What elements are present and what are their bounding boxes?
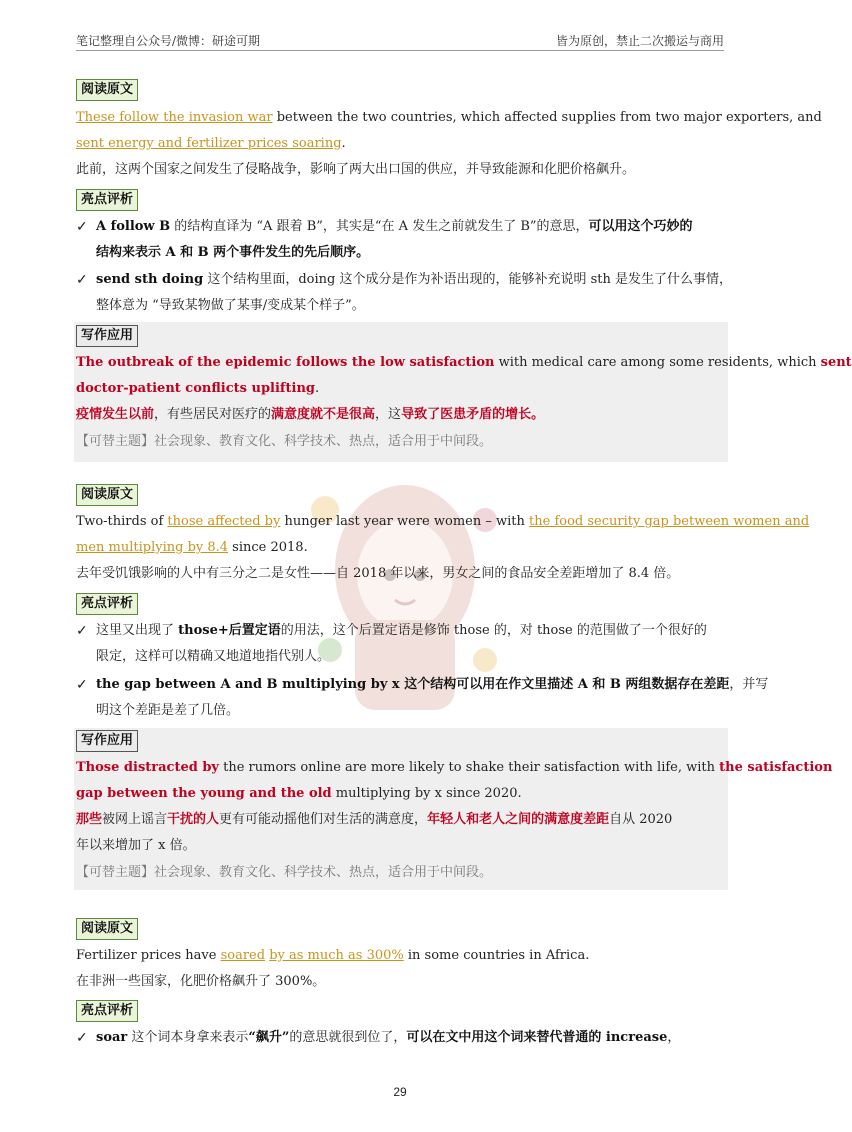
s1-comment-bold: 可以用这个巧妙的 [588, 219, 693, 234]
s1-writing-text: ，有些居民对医疗的 [154, 407, 272, 422]
s2-highlight: those affected by [167, 514, 281, 529]
s2-comment-1-line-1 [96, 621, 726, 641]
s1-comment-bold: A follow B [96, 219, 171, 234]
s1-comment-text: 这个结构里面，doing 这个成分是作为补语出现的，能够补充说明 sth 是发生了什么事情， [203, 272, 733, 287]
s3-text: Fertilizer prices have [76, 948, 221, 963]
s3-english-line-1 [76, 946, 726, 966]
highlight-comment-label-2: 亮点评析 [76, 593, 138, 615]
s1-writing-chinese [76, 405, 726, 425]
s2-comment-text: ，并写 [729, 677, 769, 692]
s1-writing-line-1 [76, 353, 852, 373]
s2-comment-2-line-2: 明这个差距是差了几倍。 [96, 703, 240, 718]
page-number: 29 [393, 1085, 407, 1099]
s1-comment-text: 的结构直译为 “A 跟着 B”，其实是“在 A 发生之前就发生了 B”的意思， [170, 219, 589, 234]
s2-writing-line-1 [76, 758, 833, 778]
s2-writing-text: 更有可能动摇他们对生活的满意度， [219, 812, 428, 827]
s1-comment-2-line-2: 整体意为 “导致某物做了某事/变成某个样子”。 [96, 298, 365, 313]
s1-comment-bold: send sth doing [96, 272, 204, 287]
s2-writing-red: 干扰的人 [167, 812, 220, 827]
s2-chinese-translation: 去年受饥饿影响的人中有三分之二是女性——自 2018 年以来，男女之间的食品安全差距增加了 8.4 倍。 [76, 566, 680, 581]
header-left-text: 笔记整理自公众号/微博：研途可期 [76, 34, 261, 48]
s1-writing-line-2 [76, 379, 726, 399]
s3-comment-bold: “飙升” [248, 1030, 290, 1045]
page-header [76, 32, 724, 51]
s2-comment-text: 的用法，这个后置定语是修饰 those 的，对 those 的范围做了一个很好的 [280, 623, 707, 638]
header-right-text: 皆为原创，禁止二次搬运与商用 [555, 34, 724, 48]
s2-writing-text: multiplying by x since 2020. [331, 786, 522, 801]
s1-writing-red: The outbreak of the epidemic follows the low satisfaction [76, 355, 495, 370]
s1-english-line-1 [76, 108, 822, 128]
s2-comment-1-line-2: 限定，这样可以精确又地道地指代别人。 [96, 649, 331, 664]
s2-comment-2-line-1 [96, 675, 769, 695]
s2-english-line-2 [76, 538, 726, 558]
s2-writing-chinese-line-2: 年以来增加了 x 倍。 [76, 838, 196, 853]
s1-writing-red: 疫情发生以前 [76, 407, 155, 422]
s3-comment-text: 这个词本身拿来表示 [127, 1030, 249, 1045]
check-icon: ✓ [76, 677, 88, 693]
highlight-comment-label-3: 亮点评析 [76, 1000, 138, 1022]
s2-writing-red: 年轻人和老人之间的满意度差距 [427, 812, 610, 827]
s1-writing-red: 导致了医患矛盾的增长。 [401, 407, 545, 422]
s1-writing-text: ，这 [375, 407, 402, 422]
s3-comment-bold: 可以在文中用这个词来替代普通的 increase [406, 1030, 668, 1045]
check-icon: ✓ [76, 272, 88, 288]
s2-writing-text: 被网上谣言 [102, 812, 168, 827]
s3-highlight: soared [220, 948, 266, 963]
s2-alternative-themes: 【可替主题】社会现象、教育文化、科学技术、热点，适合用于中间段。 [76, 865, 493, 880]
s1-chinese-translation: 此前，这两个国家之间发生了侵略战争，影响了两大出口国的供应，并导致能源和化肥价格飙升。 [76, 162, 636, 177]
writing-application-label-1: 写作应用 [76, 325, 138, 347]
s2-text: since 2018. [228, 540, 308, 555]
s1-text: . [341, 136, 346, 151]
s1-comment-2-line-1 [96, 270, 733, 290]
s2-writing-red: 那些 [76, 812, 103, 827]
read-original-label-3: 阅读原文 [76, 918, 138, 940]
s2-highlight: the food security gap between women and [529, 514, 810, 529]
s1-highlight-follow: These follow the invasion war [76, 110, 273, 125]
s2-writing-line-2 [76, 784, 726, 804]
check-icon: ✓ [76, 623, 88, 639]
s1-writing-red: sent [820, 355, 852, 370]
read-original-label-2: 阅读原文 [76, 484, 138, 506]
s3-text: in some countries in Africa. [403, 948, 590, 963]
s1-text: between the two countries, which affected supplies from two major exporters, and [272, 110, 822, 125]
s1-writing-text: . [315, 381, 320, 396]
s3-comment-1-line-1 [96, 1028, 726, 1048]
s1-writing-text: with medical care among some residents, which [494, 355, 821, 370]
s3-comment-text: 的意思就很到位了， [289, 1030, 407, 1045]
s2-highlight: men multiplying by 8.4 [76, 540, 229, 555]
s3-comment-text: ， [667, 1030, 681, 1045]
read-original-label-1: 阅读原文 [76, 79, 138, 101]
s2-english-line-1 [76, 512, 810, 532]
s2-writing-text: 自从 2020 [609, 812, 673, 827]
s1-english-line-2 [76, 134, 726, 154]
s2-writing-text: the rumors online are more likely to shake their satisfaction with life, with [219, 760, 720, 775]
s2-writing-red: the satisfaction [719, 760, 833, 775]
s2-writing-red: gap between the young and the old [76, 786, 332, 801]
s3-highlight: by as much as 300% [269, 948, 404, 963]
s2-text: Two-thirds of [76, 514, 168, 529]
check-icon: ✓ [76, 219, 88, 235]
s2-comment-bold: the gap between A and B multiplying by x 这个结构可以用在作文里描述 A 和 B 两组数据存在差距 [96, 677, 730, 692]
s1-alternative-themes: 【可替主题】社会现象、教育文化、科学技术、热点，适合用于中间段。 [76, 434, 493, 449]
s1-comment-1-line-1 [96, 217, 726, 237]
s2-text: hunger last year were women – with [280, 514, 530, 529]
s1-comment-bold: 结构来表示 A 和 B 两个事件发生的先后顺序。 [96, 245, 370, 260]
s2-comment-text: 这里又出现了 [96, 623, 179, 638]
check-icon: ✓ [76, 1030, 88, 1046]
s1-highlight-sent: sent energy and fertilizer prices soaring [76, 136, 342, 151]
s2-writing-chinese-line-1 [76, 810, 726, 830]
highlight-comment-label-1: 亮点评析 [76, 189, 138, 211]
writing-application-label-2: 写作应用 [76, 730, 138, 752]
s3-chinese-translation: 在非洲一些国家，化肥价格飙升了 300%。 [76, 974, 326, 989]
s2-comment-bold: those+后置定语 [178, 623, 281, 638]
s3-comment-bold: soar [96, 1030, 128, 1045]
s1-writing-red: doctor-patient conflicts uplifting [76, 381, 315, 396]
s2-writing-red: Those distracted by [76, 760, 219, 775]
s1-writing-red: 满意度就不是很高 [271, 407, 376, 422]
s1-comment-1-line-2 [96, 243, 726, 263]
